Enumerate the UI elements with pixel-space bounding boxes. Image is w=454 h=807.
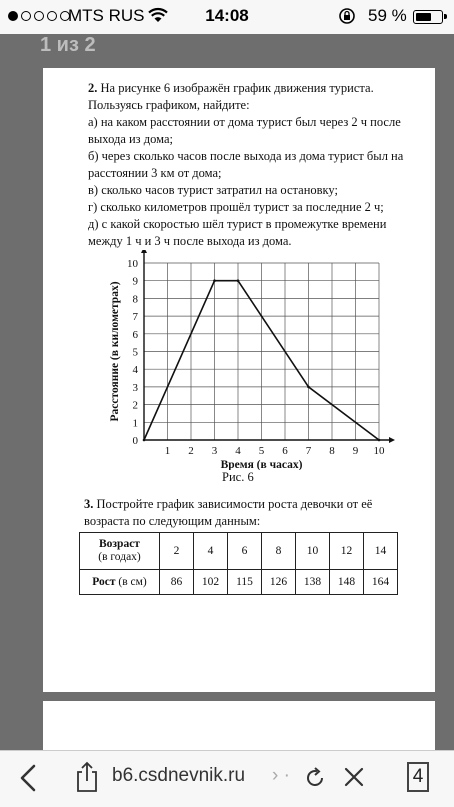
height-label: Рост [92,575,116,588]
task-2-item-b: б) через сколько часов после выхода из дома турист был на расстоянии 3 км от дома; [88,149,404,180]
x-axis-arrow [389,437,395,443]
y-axis-arrow [141,250,147,253]
x-tick-label: 9 [352,445,359,457]
tabs-button[interactable] [398,762,432,796]
table-row [80,533,398,570]
x-axis-label: Время (в часах) [220,459,303,470]
age-height-table [79,532,398,595]
page-counter: 1 из 2 [40,34,96,56]
data-point [143,439,146,442]
x-tick-label: 8 [329,445,335,457]
tourist-motion-chart [100,250,410,470]
x-tick-label: 10 [373,445,385,457]
table-cell: 86 [160,570,194,595]
reload-icon[interactable] [304,767,326,789]
carrier-name: MTS RUS [68,6,145,25]
y-axis-label: Расстояние (в километрах) [109,281,121,422]
y-tick-label: 0 [132,435,138,447]
table-cell: 164 [364,570,398,595]
task-2-item-e: д) с какой скоростью шёл турист в промежутке времени между 1 ч и 3 ч после выхода из дома. [88,217,387,248]
x-tick-label: 7 [305,445,312,457]
task-2-item-d: г) сколько километров прошёл турист за последние 2 ч; [88,200,384,214]
table-cell: 102 [194,570,228,595]
age-unit: (в годах) [98,551,141,563]
task-2-item-a: а) на каком расстоянии от дома турист был через 2 ч после выхода из дома; [88,115,401,146]
x-tick-label: 1 [164,445,171,457]
data-point [237,279,240,282]
table-cell: 148 [330,570,364,595]
y-tick-label: 8 [132,293,138,306]
data-point [213,279,216,282]
battery-percent: 59 % [368,6,407,25]
back-icon[interactable] [14,763,44,793]
table-cell: 6 [228,533,262,570]
x-tick-label: 4 [235,445,241,457]
browser-toolbar [0,750,454,807]
y-tick-label: 5 [132,346,138,359]
task-3-text: Постройте график зависимости роста девочки от её возраста по следующим данным: [84,497,373,528]
x-tick-label: 3 [211,445,218,457]
table-header-height [80,570,160,595]
task-3 [84,496,414,530]
task-2-number: 2. [88,81,98,95]
y-tick-label: 4 [132,364,138,377]
y-tick-label: 6 [132,328,138,341]
y-tick-label: 7 [132,311,138,324]
figure-caption: Рис. 6 [222,470,254,484]
height-unit: (в см) [118,575,147,588]
y-tick-label: 3 [132,381,138,394]
x-tick-label: 2 [188,445,194,457]
status-bar [0,0,454,34]
clock: 14:08 [205,6,249,25]
task-2 [88,80,410,250]
address-bar[interactable]: b6.csdnevnik.ru [112,765,246,786]
table-cell: 126 [262,570,296,595]
age-label: Возраст [99,538,140,550]
table-cell: 14 [364,533,398,570]
rotation-lock-icon [338,7,356,25]
task-3-number: 3. [84,497,94,511]
table-cell: 2 [160,533,194,570]
x-tick-label: 6 [282,445,288,457]
y-tick-label: 9 [132,275,138,288]
table-cell: 10 [296,533,330,570]
address-bar-suffix: › · [272,765,290,786]
y-tick-label: 10 [127,258,138,270]
table-header-age [80,533,160,570]
table-row [80,570,398,595]
data-point [378,439,381,442]
battery-icon [413,10,443,24]
task-2-intro: На рисунке 6 изображён график движения туриста. Пользуясь графиком, найдите: [88,81,374,112]
table-cell: 4 [194,533,228,570]
y-tick-label: 2 [132,399,138,412]
task-2-item-c: в) сколько часов турист затратил на остановку; [88,183,338,197]
table-cell: 115 [228,570,262,595]
y-tick-label: 1 [132,417,138,430]
battery-fill [416,13,431,21]
tab-count: 4 [407,762,429,792]
x-tick-label: 5 [258,445,265,457]
table-cell: 138 [296,570,330,595]
close-icon[interactable] [343,766,365,788]
table-cell: 12 [330,533,364,570]
share-icon[interactable] [74,761,100,793]
data-point [307,386,310,389]
table-cell: 8 [262,533,296,570]
